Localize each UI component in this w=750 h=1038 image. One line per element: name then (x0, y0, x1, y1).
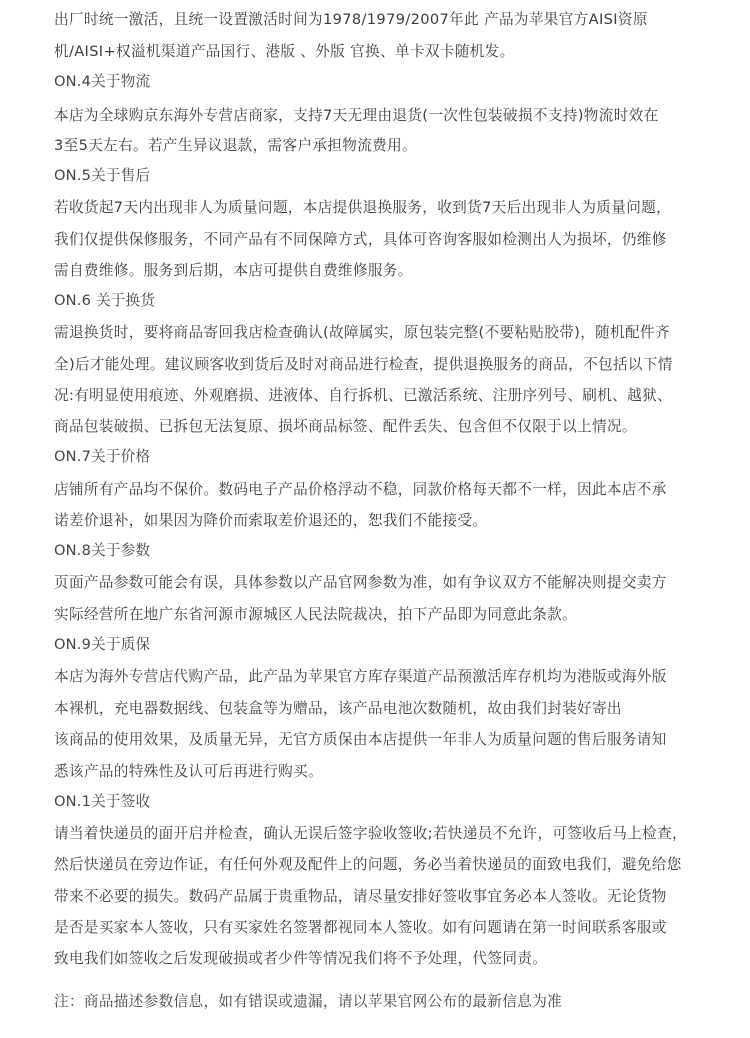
section-heading-after-sales: ON.5关于售后 (54, 167, 151, 184)
section-text: 本店为海外专营店代购产品，此产品为苹果官方库存渠道产品预激活库存机均为港版或海外版 (54, 668, 667, 685)
section-text: 悉该产品的特殊性及认可后再进行购买。 (54, 763, 323, 780)
section-text: 我们仅提供保修服务，不同产品有不同保障方式，具体可咨询客服如检测出人为损坏，仍维修 (54, 231, 667, 248)
section-heading-exchange: ON.6 关于换货 (54, 292, 156, 309)
section-heading-receipt: ON.1关于签收 (54, 793, 151, 810)
footnote: 注：商品描述参数信息，如有错误或遗漏，请以苹果官网公布的最新信息为准 (54, 993, 563, 1010)
section-text: 然后快递员在旁边作证，有任何外观及配件上的问题，务必当着快递员的面致电我们，避免给您 (54, 856, 682, 873)
section-text: 需退换货时，要将商品寄回我店检查确认(故障属实，原包装完整(不要粘贴胶带)，随机配件齐 (54, 324, 670, 341)
intro-line: 机/AISI+权溢机渠道产品国行、港版 、外版 官换、单卡双卡随机发。 (54, 43, 515, 60)
section-text: 店铺所有产品均不保价。数码电子产品价格浮动不稳，同款价格每天都不一样，因此本店不承 (54, 481, 667, 498)
section-text: 3至5天左右。若产生异议退款，需客户承担物流费用。 (54, 137, 417, 154)
section-text: 实际经营所在地广东省河源市源城区人民法院裁决，拍下产品即为同意此条款。 (54, 606, 578, 623)
section-heading-warranty: ON.9关于质保 (54, 636, 151, 653)
section-heading-logistics: ON.4关于物流 (54, 73, 151, 90)
section-text: 诺差价退补，如果因为降价而索取差价退还的，恕我们不能接受。 (54, 512, 488, 529)
section-text: 若收货起7天内出现非人为质量问题，本店提供退换服务，收到货7天后出现非人为质量问题， (54, 199, 672, 216)
section-text: 请当着快递员的面开启并检查，确认无误后签字验收签收;若快递员不允许，可签收后马上检查， (54, 825, 687, 842)
section-text: 是否是买家本人签收，只有买家姓名签署都视同本人签收。如有问题请在第一时间联系客服或 (54, 919, 667, 936)
section-text: 况:有明显使用痕迹、外观磨损、进液体、自行拆机、已激活系统、注册序列号、刷机、越狱、 (54, 387, 672, 404)
section-text: 致电我们如签收之后发现破损或者少件等情况我们将不予处理，代签同责。 (54, 950, 548, 967)
section-text: 带来不必要的损失。数码产品属于贵重物品，请尽量安排好签收事宜务必本人签收。无论货物 (54, 888, 667, 905)
section-text: 本裸机，充电器数据线、包装盒等为赠品，该产品电池次数随机，故由我们封装好寄出 (54, 700, 622, 717)
intro-line: 出厂时统一激活，且统一设置激活时间为1978/1979/2007年此 产品为苹果官方AISI资原 (54, 11, 648, 28)
section-text: 商品包装破损、已拆包无法复原、损坏商品标签、配件丢失、包含但不仅限于以上情况。 (54, 418, 637, 435)
section-heading-parameters: ON.8关于参数 (54, 542, 151, 559)
section-text: 全)后才能处理。建议顾客收到货后及时对商品进行检查，提供退换服务的商品，不包括以下情 (54, 356, 673, 373)
section-text: 页面产品参数可能会有误，具体参数以产品官网参数为准，如有争议双方不能解决则提交卖方 (54, 574, 667, 591)
section-heading-price: ON.7关于价格 (54, 448, 151, 465)
section-text: 本店为全球购京东海外专营店商家，支持7天无理由退货(一次性包装破损不支持)物流时效在 (54, 107, 659, 124)
section-text: 需自费维修。服务到后期，本店可提供自费维修服务。 (54, 262, 413, 279)
section-text: 该商品的使用效果，及质量无异，无官方质保由本店提供一年非人为质量问题的售后服务请知 (54, 731, 667, 748)
